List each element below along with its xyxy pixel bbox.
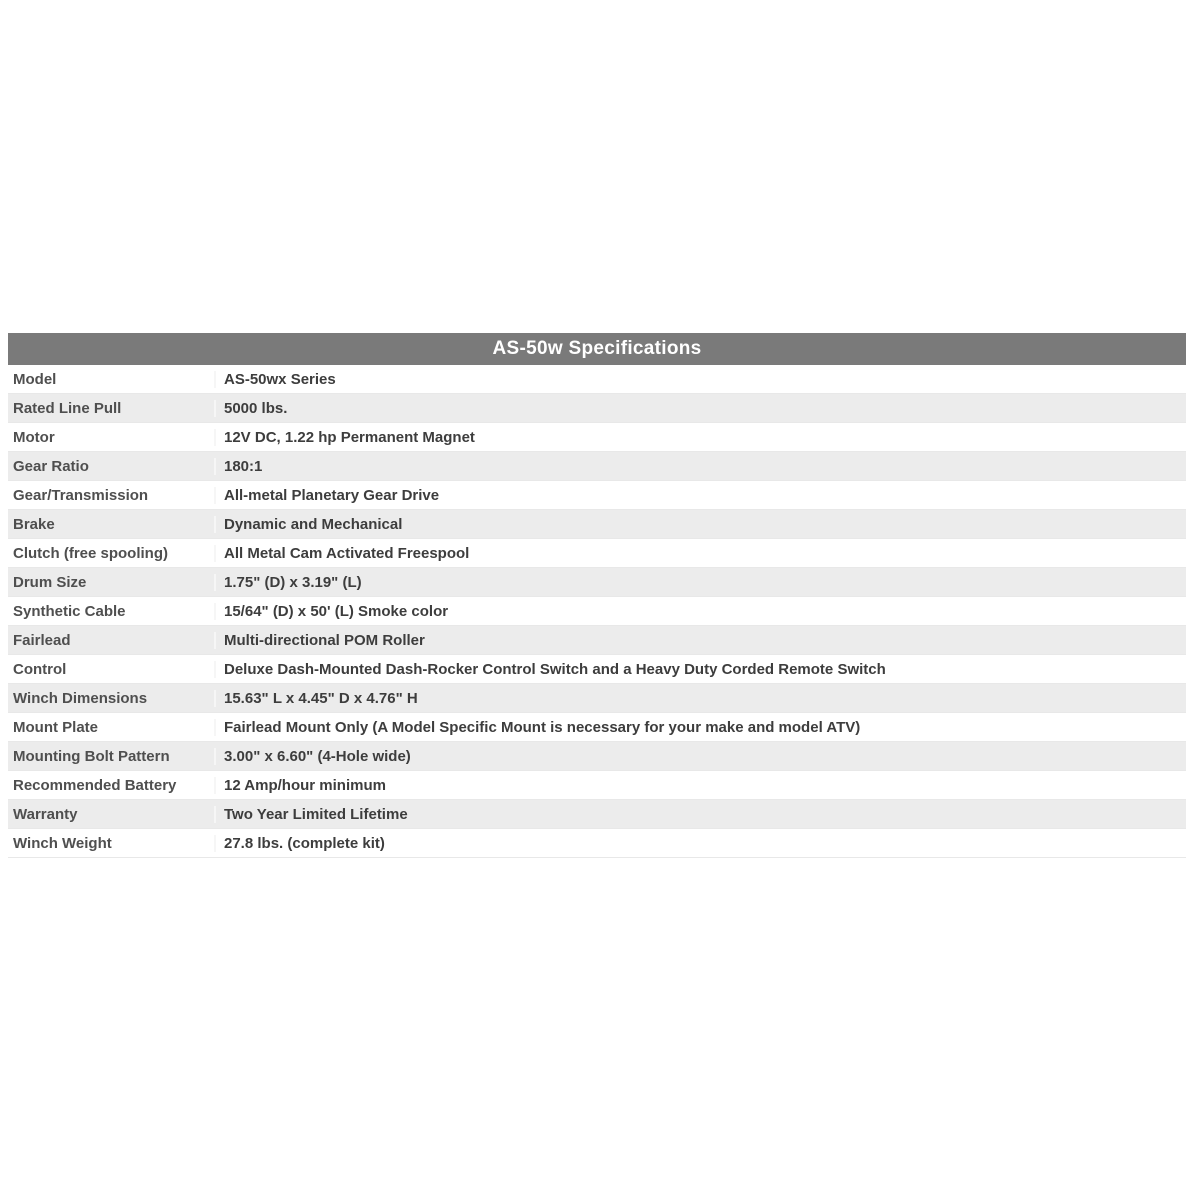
spec-label: Fairlead	[8, 632, 216, 649]
spec-value: All Metal Cam Activated Freespool	[224, 544, 470, 562]
spec-value: Dynamic and Mechanical	[224, 515, 403, 533]
spec-row	[8, 800, 1186, 829]
spec-row	[8, 742, 1186, 771]
spec-label: Mount Plate	[8, 719, 216, 736]
spec-label: Clutch (free spooling)	[8, 545, 216, 562]
spec-label: Drum Size	[8, 574, 216, 591]
spec-row	[8, 481, 1186, 510]
spec-value: All-metal Planetary Gear Drive	[224, 486, 440, 504]
spec-table-body	[8, 365, 1186, 858]
spec-value: AS-50wx Series	[224, 370, 336, 388]
spec-row	[8, 452, 1186, 481]
spec-label: Motor	[8, 429, 216, 446]
spec-row	[8, 771, 1186, 800]
spec-row	[8, 829, 1186, 858]
spec-label: Control	[8, 661, 216, 678]
spec-table	[8, 333, 1186, 858]
spec-value: 27.8 lbs. (complete kit)	[224, 834, 385, 852]
spec-value: Fairlead Mount Only (A Model Specific Mount is necessary for your make and model ATV)	[224, 718, 861, 736]
spec-label: Rated Line Pull	[8, 400, 216, 417]
table-title: AS-50w Specifications	[8, 333, 1186, 365]
spec-label: Synthetic Cable	[8, 603, 216, 620]
spec-row	[8, 626, 1186, 655]
spec-value: 15.63" L x 4.45" D x 4.76" H	[224, 689, 418, 707]
spec-label: Warranty	[8, 806, 216, 823]
spec-row	[8, 713, 1186, 742]
spec-value: 3.00" x 6.60" (4-Hole wide)	[224, 747, 411, 765]
spec-row	[8, 568, 1186, 597]
spec-label: Winch Weight	[8, 835, 216, 852]
spec-row	[8, 597, 1186, 626]
spec-value: 5000 lbs.	[224, 399, 288, 417]
spec-value: 180:1	[224, 457, 263, 475]
spec-value: 12V DC, 1.22 hp Permanent Magnet	[224, 428, 475, 446]
spec-value: 15/64" (D) x 50' (L) Smoke color	[224, 602, 449, 620]
spec-value: Two Year Limited Lifetime	[224, 805, 408, 823]
spec-value: 1.75" (D) x 3.19" (L)	[224, 573, 362, 591]
spec-label: Recommended Battery	[8, 777, 216, 794]
spec-row	[8, 539, 1186, 568]
spec-label: Gear/Transmission	[8, 487, 216, 504]
spec-value: 12 Amp/hour minimum	[224, 776, 386, 794]
spec-label: Winch Dimensions	[8, 690, 216, 707]
spec-label: Gear Ratio	[8, 458, 216, 475]
spec-row	[8, 365, 1186, 394]
spec-row	[8, 655, 1186, 684]
spec-label: Model	[8, 371, 216, 388]
spec-row	[8, 394, 1186, 423]
spec-row	[8, 684, 1186, 713]
spec-label: Mounting Bolt Pattern	[8, 748, 216, 765]
spec-label: Brake	[8, 516, 216, 533]
spec-row	[8, 510, 1186, 539]
spec-value: Deluxe Dash-Mounted Dash-Rocker Control Switch and a Heavy Duty Corded Remote Switch	[224, 660, 886, 678]
spec-value: Multi-directional POM Roller	[224, 631, 425, 649]
spec-row	[8, 423, 1186, 452]
